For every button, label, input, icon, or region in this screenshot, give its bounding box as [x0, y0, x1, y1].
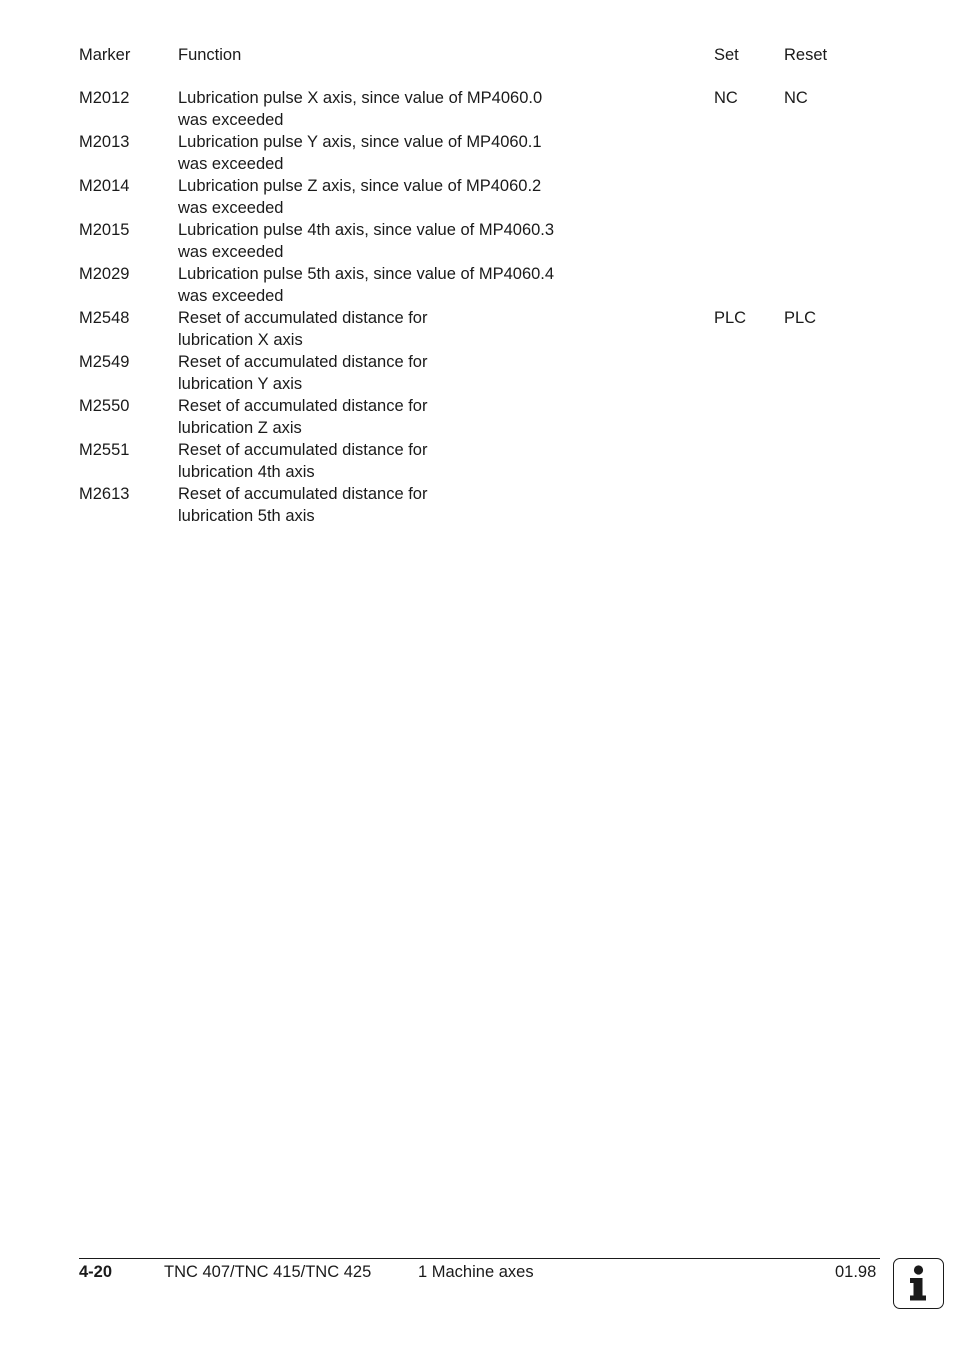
function-line: was exceeded — [178, 155, 284, 173]
table-row — [79, 351, 879, 395]
function-line: lubrication Z axis — [178, 419, 302, 437]
table-row — [79, 87, 879, 131]
function-line: Reset of accumulated distance for — [178, 397, 428, 415]
table-header-row — [79, 44, 879, 66]
function-line: Reset of accumulated distance for — [178, 485, 428, 503]
table-row — [79, 307, 879, 351]
function-line: Lubrication pulse X axis, since value of MP4060.0 — [178, 89, 543, 107]
marker-cell: M2012 — [79, 89, 130, 107]
function-cell — [178, 307, 698, 351]
marker-table — [79, 44, 879, 527]
function-line: lubrication 5th axis — [178, 507, 315, 525]
marker-cell: M2549 — [79, 353, 130, 371]
table-row — [79, 395, 879, 439]
function-line: Lubrication pulse Y axis, since value of MP4060.1 — [178, 133, 542, 151]
footer-rule — [79, 1258, 880, 1259]
function-line: lubrication X axis — [178, 331, 303, 349]
footer-date: 01.98 — [835, 1263, 877, 1281]
function-cell — [178, 175, 698, 219]
function-line: was exceeded — [178, 199, 284, 217]
marker-cell: M2014 — [79, 177, 130, 195]
function-line: lubrication Y axis — [178, 375, 303, 393]
header-function: Function — [178, 46, 242, 64]
set-cell: NC — [714, 89, 738, 107]
function-line: Lubrication pulse Z axis, since value of MP4060.2 — [178, 177, 542, 195]
marker-cell: M2613 — [79, 485, 130, 503]
reset-cell: PLC — [784, 309, 817, 327]
table-row — [79, 483, 879, 527]
function-cell — [178, 395, 698, 439]
function-line: Reset of accumulated distance for — [178, 309, 428, 327]
table-body — [79, 87, 879, 527]
function-cell — [178, 483, 698, 527]
header-reset: Reset — [784, 46, 828, 64]
function-line: was exceeded — [178, 111, 284, 129]
function-cell — [178, 219, 698, 263]
marker-cell: M2550 — [79, 397, 130, 415]
marker-cell: M2013 — [79, 133, 130, 151]
function-cell — [178, 131, 698, 175]
marker-cell: M2029 — [79, 265, 130, 283]
header-marker: Marker — [79, 46, 131, 64]
table-row — [79, 131, 879, 175]
function-line: was exceeded — [178, 243, 284, 261]
function-line: Reset of accumulated distance for — [178, 353, 428, 371]
function-cell — [178, 263, 698, 307]
marker-cell: M2015 — [79, 221, 130, 239]
marker-cell: M2551 — [79, 441, 130, 459]
footer-model: TNC 407/TNC 415/TNC 425 — [164, 1263, 372, 1281]
page-number: 4-20 — [79, 1263, 113, 1281]
header-set: Set — [714, 46, 739, 64]
function-line: Lubrication pulse 5th axis, since value of MP4060.4 — [178, 265, 555, 283]
function-line: Lubrication pulse 4th axis, since value of MP4060.3 — [178, 221, 555, 239]
table-row — [79, 439, 879, 483]
table-row — [79, 263, 879, 307]
marker-cell: M2548 — [79, 309, 130, 327]
info-icon — [893, 1258, 944, 1309]
function-cell — [178, 351, 698, 395]
function-line: was exceeded — [178, 287, 284, 305]
footer-chapter: 1 Machine axes — [418, 1263, 534, 1281]
function-cell — [178, 87, 698, 131]
table-row — [79, 219, 879, 263]
reset-cell: NC — [784, 89, 808, 107]
table-row — [79, 175, 879, 219]
function-line: Reset of accumulated distance for — [178, 441, 428, 459]
function-cell — [178, 439, 698, 483]
set-cell: PLC — [714, 309, 747, 327]
function-line: lubrication 4th axis — [178, 463, 315, 481]
